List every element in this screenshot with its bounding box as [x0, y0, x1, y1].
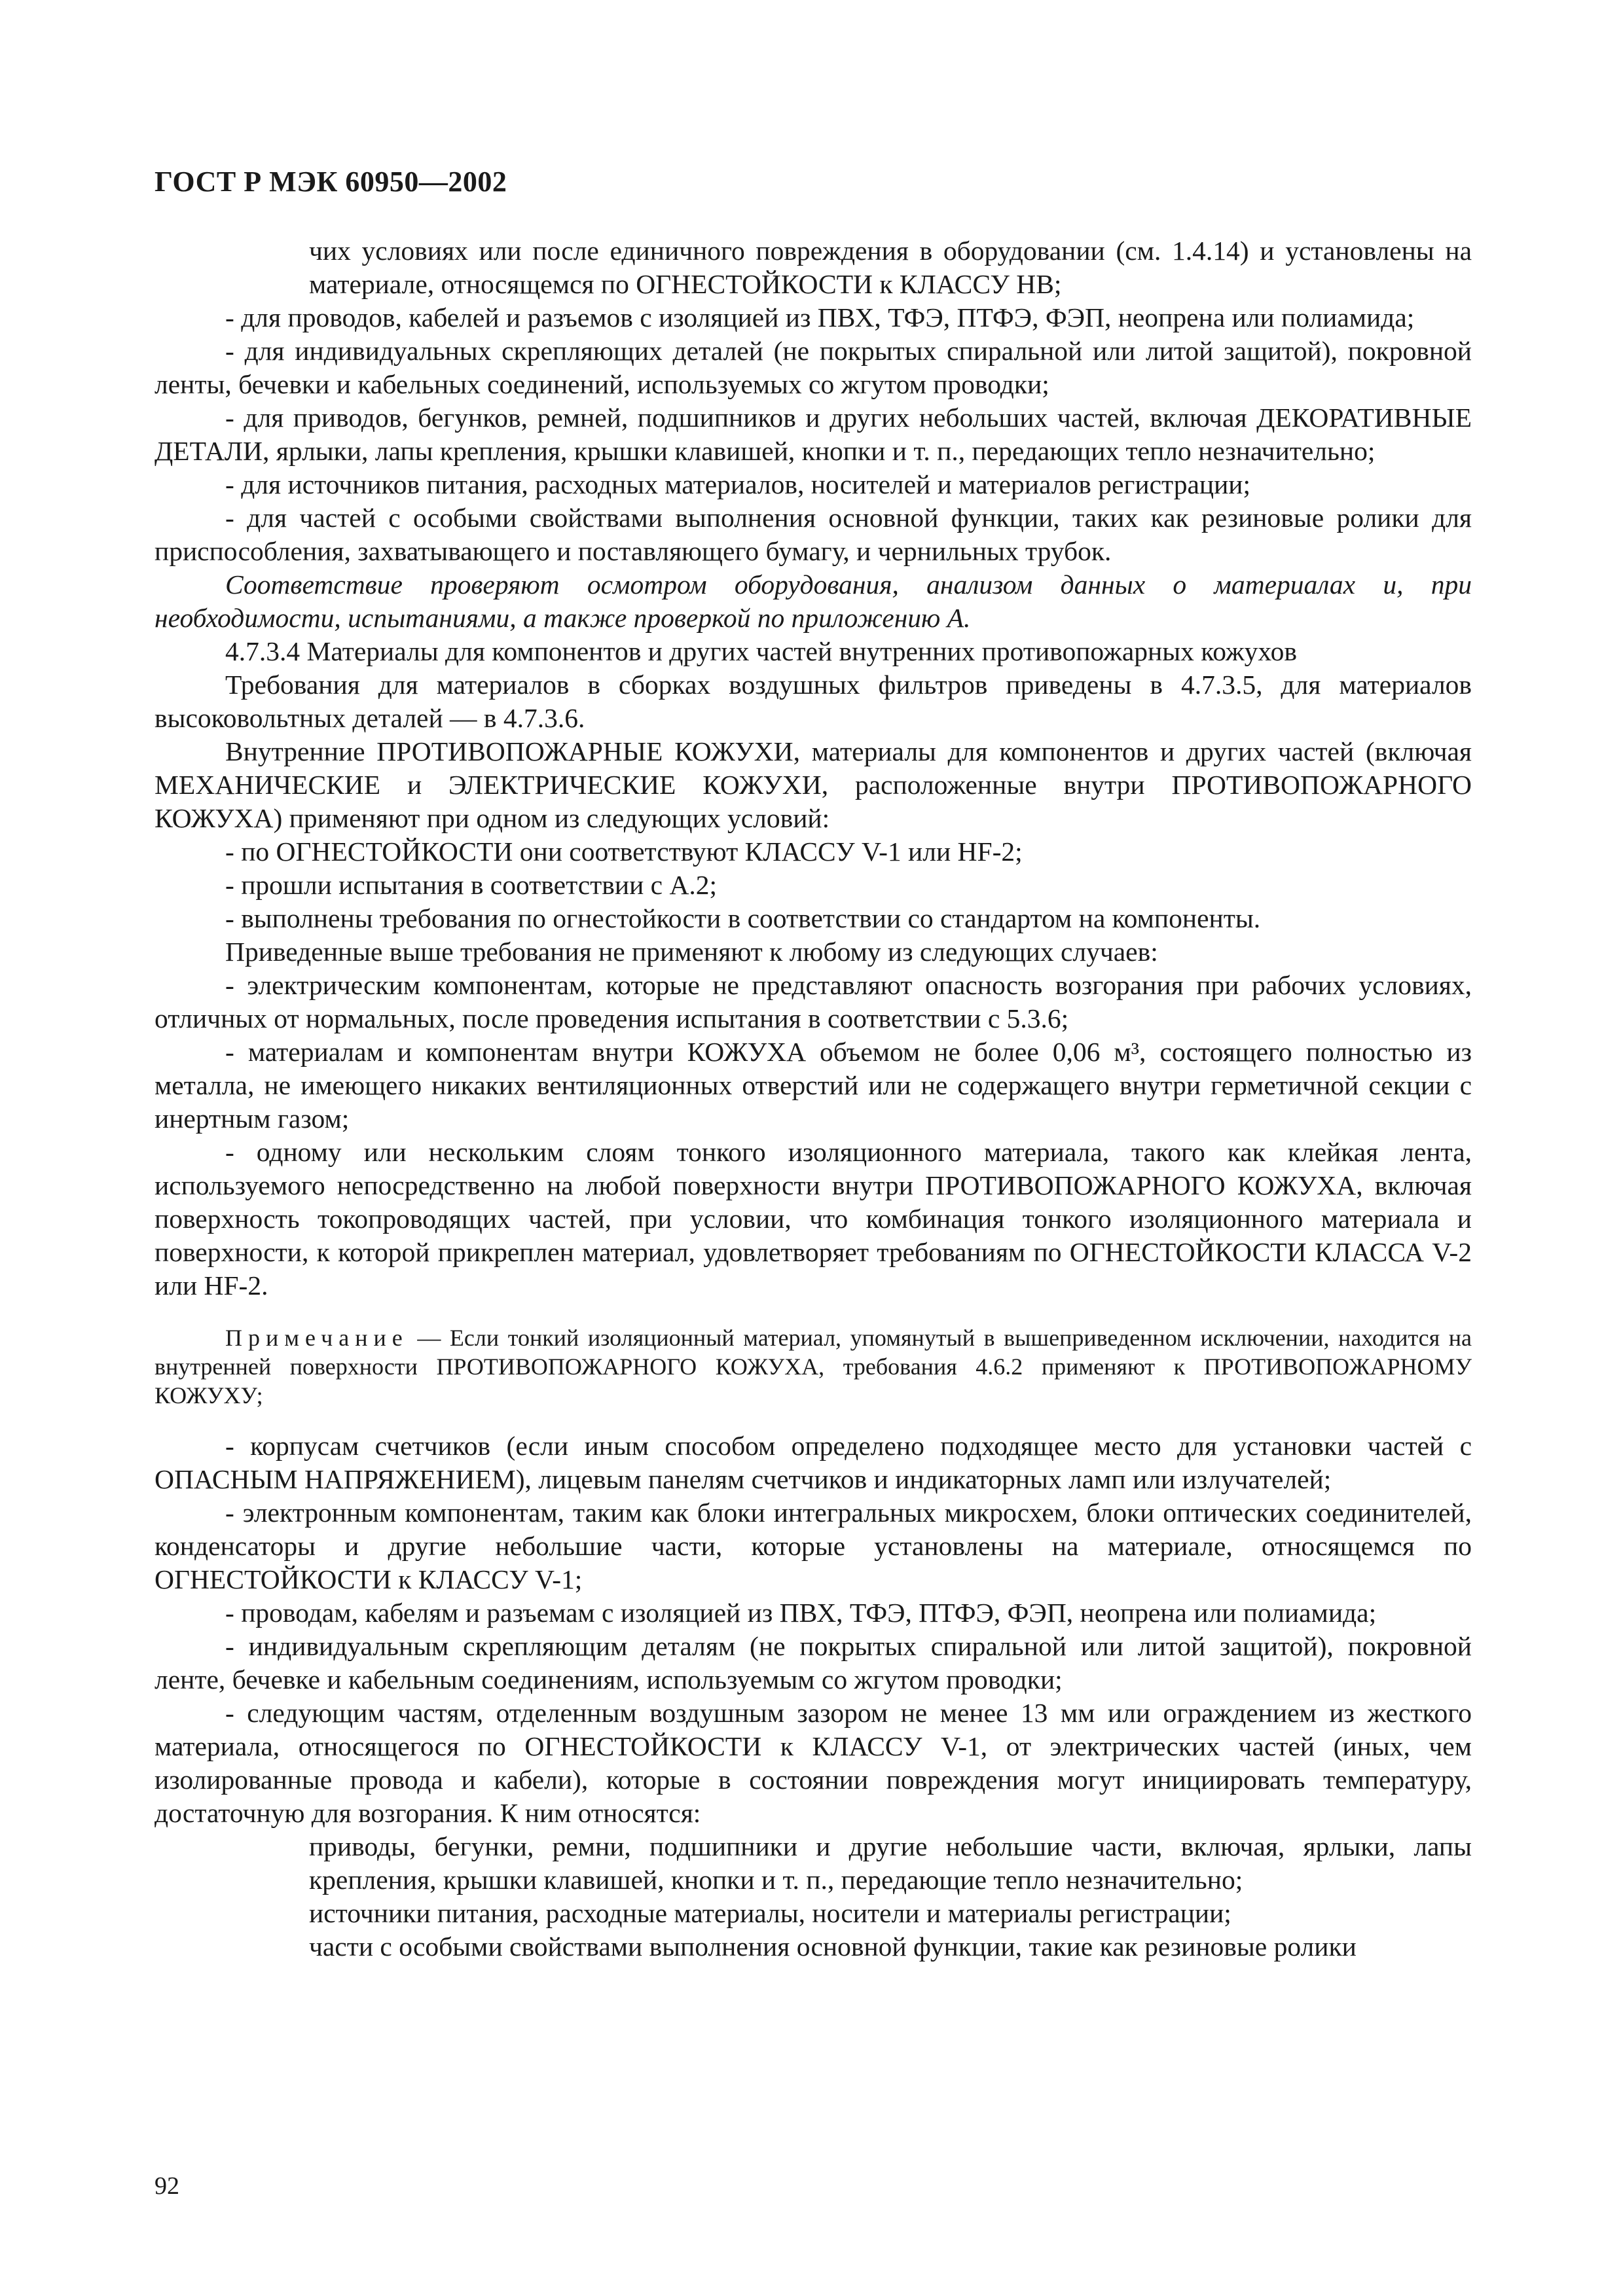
list-item: - электронным компонентам, таким как блоки интегральных микросхем, блоки оптических соединителей, конденсаторы и другие небольшие части, которые установлены на материале, относящемся по ОГНЕСТОЙКОСТИ к КЛАССУ V-1;: [155, 1498, 1472, 1594]
note-label: Примечание: [225, 1325, 409, 1351]
paragraph: Требования для материалов в сборках воздушных фильтров приведены в 4.7.3.5, для материалов высоковольтных деталей — в 4.7.3.6.: [155, 670, 1472, 733]
list-item: - для частей с особыми свойствами выполнения основной функции, таких как резиновые ролики для приспособления, захватывающего и поставляющего бумагу, и чернильных трубок.: [155, 503, 1472, 566]
list-item: - по ОГНЕСТОЙКОСТИ они соответствуют КЛАССУ V-1 или HF-2;: [225, 836, 1023, 867]
document-body: [155, 234, 1472, 1964]
paragraph: чих условиях или после единичного повреждения в оборудовании (см. 1.4.14) и установлены на материале, относящемся по ОГНЕСТОЙКОСТИ к КЛАССУ НВ;: [309, 236, 1472, 299]
list-item: - для проводов, кабелей и разъемов с изоляцией из ПВХ, ТФЭ, ПТФЭ, ФЭП, неопрена или полиамида;: [225, 302, 1415, 332]
section-heading: 4.7.3.4 Материалы для компонентов и других частей внутренних противопожарных кожухов: [225, 636, 1297, 666]
list-item: - прошли испытания в соответствии с А.2;: [225, 870, 718, 900]
note-text: — Если тонкий изоляционный материал, упомянутый в вышеприведенном исключении, находится на внутренней поверхности ПРОТИВОПОЖАРНОГО КОЖУХА, требования 4.6.2 применяют к ПРОТИВОПОЖАРНОМУ КОЖУХУ;: [155, 1325, 1472, 1408]
sub-item: приводы, бегунки, ремни, подшипники и другие небольшие части, включая, ярлыки, лапы крепления, крышки клавишей, кнопки и т. п., передающие тепло незначительно;: [309, 1831, 1472, 1895]
document-header: ГОСТ Р МЭК 60950—2002: [155, 166, 507, 198]
list-item: - проводам, кабелям и разъемам с изоляцией из ПВХ, ТФЭ, ПТФЭ, ФЭП, неопрена или полиамида;: [225, 1598, 1377, 1628]
sub-item: источники питания, расходные материалы, носители и материалы регистрации;: [309, 1898, 1231, 1928]
page-number: 92: [155, 2172, 179, 2200]
sub-item: части с особыми свойствами выполнения основной функции, такие как резиновые ролики: [309, 1931, 1357, 1962]
list-item: - одному или нескольким слоям тонкого изоляционного материала, такого как клейкая лента, используемого непосредственно на любой поверхности внутри ПРОТИВОПОЖАРНОГО КОЖУХА, включая поверхность токопроводящих частей, при условии, что комбинация тонкого изоляционного материала и поверхности, к которой прикреплен материал, удовлетворяет требованиям по ОГНЕСТОЙКОСТИ КЛАССА V-2 или HF-2.: [155, 1137, 1472, 1300]
paragraph: Внутренние ПРОТИВОПОЖАРНЫЕ КОЖУХИ, материалы для компонентов и других частей (включая МЕХАНИЧЕСКИЕ и ЭЛЕКТРИЧЕСКИЕ КОЖУХИ, расположенные внутри ПРОТИВОПОЖАРНОГО КОЖУХА) применяют при одном из следующих условий:: [155, 736, 1472, 833]
list-item: - для источников питания, расходных материалов, носителей и материалов регистрации;: [225, 469, 1251, 499]
list-item: - выполнены требования по огнестойкости в соответствии со стандартом на компоненты.: [225, 903, 1261, 933]
list-item: - следующим частям, отделенным воздушным зазором не менее 13 мм или ограждением из жесткого материала, относящегося по ОГНЕСТОЙКОСТИ к КЛАССУ V-1, от электрических частей (иных, чем изолированные провода и кабели), которые в состоянии повреждения могут инициировать температуру, достаточную для возгорания. К ним относятся:: [155, 1698, 1472, 1828]
list-item: - материалам и компонентам внутри КОЖУХА объемом не более 0,06 м³, состоящего полностью из металла, не имеющего никаких вентиляционных отверстий или не содержащего внутри герметичной секции с инертным газом;: [155, 1037, 1472, 1134]
list-item: - корпусам счетчиков (если иным способом определено подходящее место для установки частей с ОПАСНЫМ НАПРЯЖЕНИЕМ), лицевым панелям счетчиков и индикаторных ламп или излучателей;: [155, 1431, 1472, 1494]
paragraph: Приведенные выше требования не применяют к любому из следующих случаев:: [225, 937, 1158, 967]
list-item: - для приводов, бегунков, ремней, подшипников и других небольших частей, включая ДЕКОРАТИВНЫЕ ДЕТАЛИ, ярлыки, лапы крепления, крышки клавишей, кнопки и т. п., передающих тепло незначительно;: [155, 403, 1472, 466]
list-item: - для индивидуальных скрепляющих деталей (не покрытых спиральной или литой защитой), покровной ленты, бечевки и кабельных соединений, используемых со жгутом проводки;: [155, 336, 1472, 399]
list-item: - электрическим компонентам, которые не представляют опасность возгорания при рабочих условиях, отличных от нормальных, после проведения испытания в соответствии с 5.3.6;: [155, 970, 1472, 1033]
list-item: - индивидуальным скрепляющим деталям (не покрытых спиральной или литой защитой), покровной ленте, бечевке и кабельным соединениям, используемым со жгутом проводки;: [155, 1631, 1472, 1695]
compliance-paragraph: Соответствие проверяют осмотром оборудования, анализом данных о материалах и, при необходимости, испытаниями, а также проверкой по приложению А.: [155, 569, 1472, 633]
note-paragraph: [155, 1323, 1472, 1410]
